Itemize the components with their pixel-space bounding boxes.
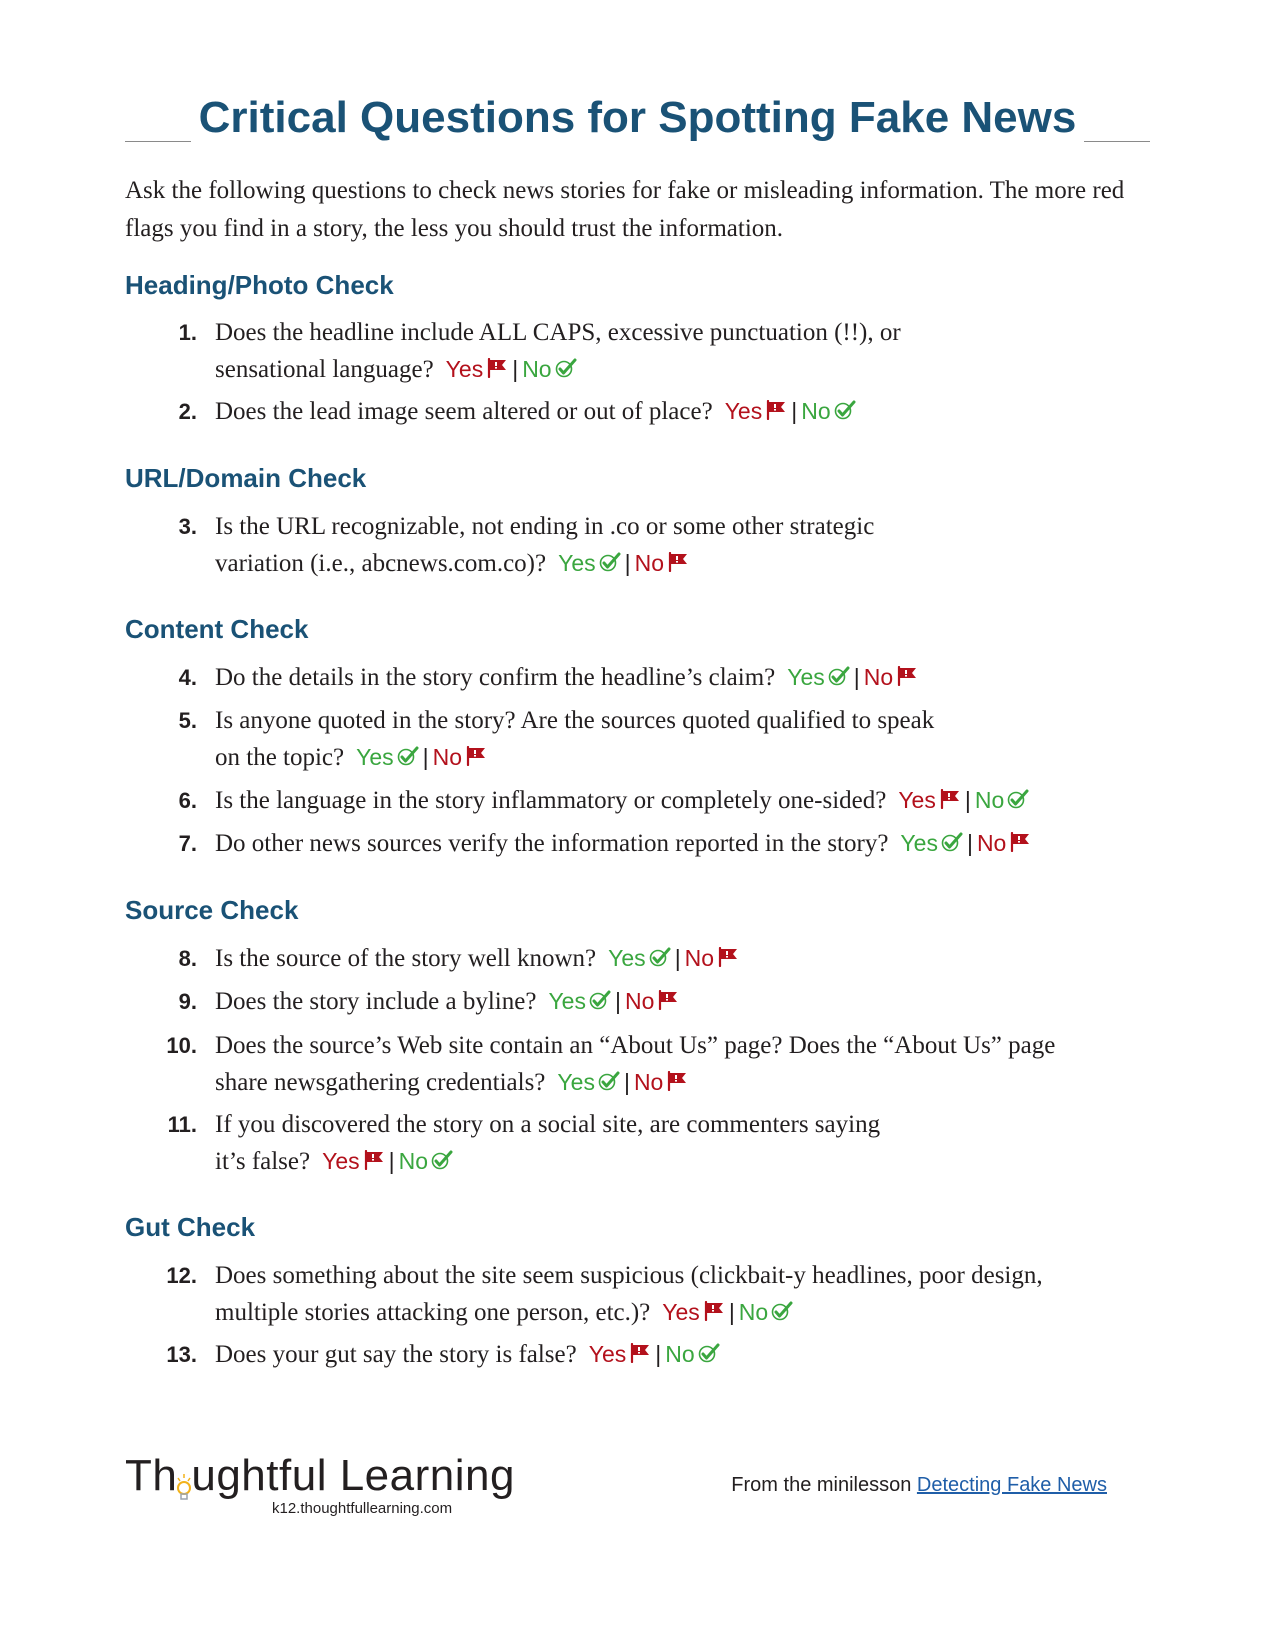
question-text: Does the story include a byline? Yes | No <box>215 983 1115 1020</box>
checkmark-icon <box>589 984 611 1004</box>
answer-no[interactable]: No <box>399 1148 453 1174</box>
question-item <box>155 508 1115 582</box>
question-number: 5. <box>178 708 197 733</box>
section-heading: URL/Domain Check <box>125 463 367 493</box>
question-item <box>155 314 1115 388</box>
question-item <box>155 983 1115 1020</box>
section-heading: Heading/Photo Check <box>125 270 394 300</box>
question-text: Does the source’s Web site contain an “About Us” page? Does the “About Us” page share newsgathering credentials? Yes | No <box>215 1032 1056 1096</box>
minilesson-link[interactable]: Detecting Fake News <box>916 1474 1107 1496</box>
intro-paragraph: Ask the following questions to check news stories for fake or misleading information. The more red flags you find in a story, the less you should trust the information. <box>125 177 1125 242</box>
lightbulb-icon <box>177 1460 191 1504</box>
red-flag-icon <box>896 660 918 680</box>
question-item <box>155 702 1115 776</box>
page-title: Critical Questions for Spotting Fake News <box>125 90 1150 146</box>
question-number: 2. <box>178 399 197 424</box>
checkmark-icon <box>1007 783 1029 803</box>
red-flag-icon <box>667 546 689 566</box>
question-text: Does the lead image seem altered or out of place? Yes | No <box>215 393 1115 430</box>
question-number: 6. <box>178 788 197 813</box>
answer-yes[interactable]: Yes <box>787 664 850 690</box>
question-text: Does your gut say the story is false? Yes | No <box>215 1336 1115 1373</box>
answer-no[interactable]: No <box>665 1341 719 1367</box>
red-flag-icon <box>363 1144 385 1164</box>
checkmark-icon <box>698 1337 720 1357</box>
answer-options: Yes | No <box>725 398 856 424</box>
answer-no[interactable]: No <box>977 830 1031 856</box>
question-item <box>155 393 1115 430</box>
answer-options: Yes | No <box>446 356 577 382</box>
answer-yes[interactable]: Yes <box>589 1341 652 1367</box>
question-item <box>155 659 1115 696</box>
answer-options: Yes | No <box>898 787 1029 813</box>
answer-no[interactable]: No <box>635 550 689 576</box>
checkmark-icon <box>941 826 963 846</box>
thoughtful-learning-logo[interactable]: Th ughtful Learning <box>125 1452 515 1504</box>
question-item <box>155 1106 1115 1180</box>
answer-options: Yes | No <box>900 830 1031 856</box>
question-text: If you discovered the story on a social site, are commenters saying it’s false? Yes | No <box>215 1111 881 1175</box>
answer-options: Yes | No <box>558 550 689 576</box>
question-item <box>155 825 1115 862</box>
question-item <box>155 1027 1115 1101</box>
answer-options: Yes | No <box>787 664 918 690</box>
red-flag-icon <box>765 394 787 414</box>
answer-yes[interactable]: Yes <box>356 744 419 770</box>
red-flag-icon <box>717 941 739 961</box>
question-text: Is the language in the story inflammatory or completely one-sided? Yes | No <box>215 782 1115 819</box>
question-item <box>155 940 1115 977</box>
question-number: 8. <box>178 946 197 971</box>
section-heading: Content Check <box>125 614 309 644</box>
question-item <box>155 782 1115 819</box>
question-number: 3. <box>178 514 197 539</box>
red-flag-icon <box>703 1295 725 1315</box>
answer-yes[interactable]: Yes <box>898 787 961 813</box>
question-text: Does something about the site seem suspicious (clickbait-y headlines, poor design, multiple stories attacking one person, etc.)? Yes | No <box>215 1262 1043 1326</box>
question-number: 11. <box>167 1112 197 1137</box>
answer-yes[interactable]: Yes <box>558 550 621 576</box>
checkmark-icon <box>431 1144 453 1164</box>
question-number: 4. <box>178 665 197 690</box>
answer-options: Yes | No <box>557 1069 688 1095</box>
footer-source: From the minilesson Detecting Fake News <box>731 1474 1107 1496</box>
question-item <box>155 1257 1115 1331</box>
answer-options: Yes | No <box>662 1299 793 1325</box>
answer-no[interactable]: No <box>864 664 918 690</box>
red-flag-icon <box>629 1337 651 1357</box>
answer-yes[interactable]: Yes <box>608 945 671 971</box>
question-number: 7. <box>178 831 197 856</box>
question-number: 10. <box>166 1033 197 1058</box>
answer-options: Yes | No <box>322 1148 453 1174</box>
answer-no[interactable]: No <box>975 787 1029 813</box>
answer-options: Yes | No <box>589 1341 720 1367</box>
answer-yes[interactable]: Yes <box>446 356 509 382</box>
checkmark-icon <box>771 1295 793 1315</box>
question-text: Is the URL recognizable, not ending in .co or some other strategic variation (i.e., abcnews.com.co)? Yes | No <box>215 513 875 577</box>
answer-no[interactable]: No <box>739 1299 793 1325</box>
checkmark-icon <box>649 941 671 961</box>
question-number: 9. <box>178 989 197 1014</box>
question-number: 13. <box>166 1342 197 1367</box>
answer-no[interactable]: No <box>685 945 739 971</box>
answer-yes[interactable]: Yes <box>322 1148 385 1174</box>
answer-no[interactable]: No <box>801 398 855 424</box>
section-heading: Source Check <box>125 895 299 925</box>
red-flag-icon <box>486 352 508 372</box>
section-heading: Gut Check <box>125 1212 256 1242</box>
question-text: Do other news sources verify the information reported in the story? Yes | No <box>215 825 1115 862</box>
checkmark-icon <box>828 660 850 680</box>
red-flag-icon <box>666 1065 688 1085</box>
answer-yes[interactable]: Yes <box>557 1069 620 1095</box>
checkmark-icon <box>397 740 419 760</box>
question-text: Is the source of the story well known? Yes | No <box>215 940 1115 977</box>
answer-options: Yes | No <box>608 945 739 971</box>
answer-no[interactable]: No <box>634 1069 688 1095</box>
footer-url: k12.thoughtfullearning.com <box>272 1500 453 1517</box>
answer-yes[interactable]: Yes <box>548 988 611 1014</box>
answer-options: Yes | No <box>356 744 487 770</box>
question-item <box>155 1336 1115 1373</box>
answer-options: Yes | No <box>548 988 679 1014</box>
red-flag-icon <box>939 783 961 803</box>
title-block <box>125 90 1150 146</box>
question-text: Is anyone quoted in the story? Are the sources quoted qualified to speak on the topic? Yes | No <box>215 707 935 771</box>
answer-yes[interactable]: Yes <box>725 398 788 424</box>
answer-no[interactable]: No <box>433 744 487 770</box>
question-text: Do the details in the story confirm the headline’s claim? Yes | No <box>215 659 1115 696</box>
answer-yes[interactable]: Yes <box>662 1299 725 1325</box>
checkmark-icon <box>598 1065 620 1085</box>
answer-no[interactable]: No <box>522 356 576 382</box>
answer-no[interactable]: No <box>625 988 679 1014</box>
red-flag-icon <box>657 984 679 1004</box>
checkmark-icon <box>834 394 856 414</box>
checkmark-icon <box>599 546 621 566</box>
question-number: 12. <box>166 1263 197 1288</box>
question-number: 1. <box>178 320 197 345</box>
red-flag-icon <box>465 740 487 760</box>
red-flag-icon <box>1009 826 1031 846</box>
question-text: Does the headline include ALL CAPS, excessive punctuation (!!), or sensational language? Yes | No <box>215 319 901 383</box>
answer-yes[interactable]: Yes <box>900 830 963 856</box>
checkmark-icon <box>555 352 577 372</box>
